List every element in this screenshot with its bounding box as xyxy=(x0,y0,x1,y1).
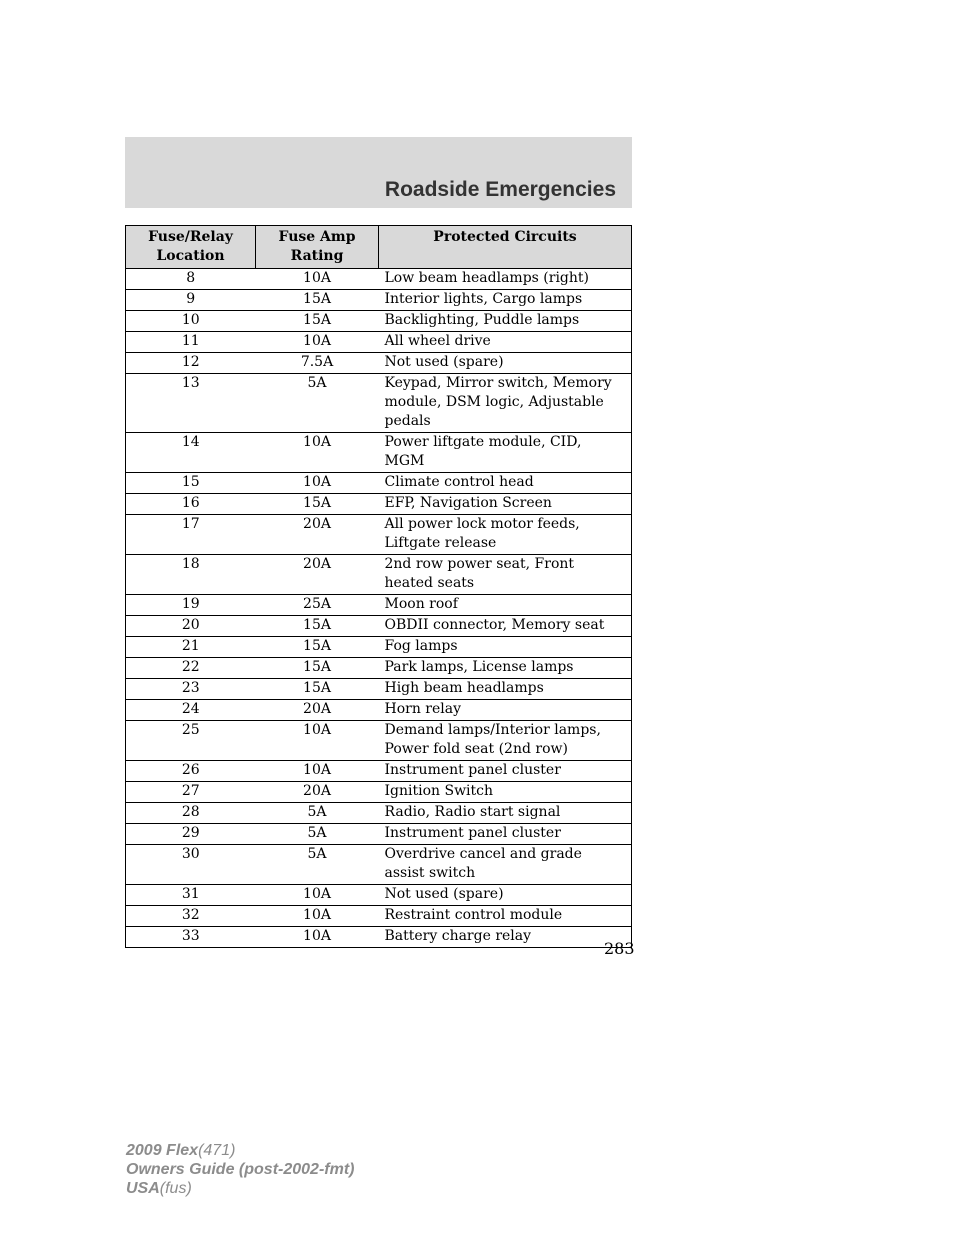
table-row xyxy=(126,885,632,906)
footer-market-code: (fus) xyxy=(159,1180,192,1197)
table-row xyxy=(126,555,632,595)
cell-location: 30 xyxy=(126,845,256,885)
cell-protected-circuits: Fog lamps xyxy=(379,637,632,658)
cell-amp-rating: 15A xyxy=(256,616,379,637)
cell-protected-circuits: Not used (spare) xyxy=(379,353,632,374)
cell-location: 21 xyxy=(126,637,256,658)
footer-market: USA xyxy=(126,1180,160,1197)
footer-model: 2009 Flex xyxy=(126,1142,199,1159)
cell-protected-circuits: 2nd row power seat, Front heated seats xyxy=(379,555,632,595)
table-row xyxy=(126,803,632,824)
cell-amp-rating: 10A xyxy=(256,906,379,927)
footer-guide: Owners Guide (post-2002-fmt) xyxy=(126,1161,355,1178)
table-row xyxy=(126,290,632,311)
section-title: Roadside Emergencies xyxy=(384,178,616,201)
page-number: 283 xyxy=(604,939,635,958)
cell-protected-circuits: Restraint control module xyxy=(379,906,632,927)
cell-amp-rating: 10A xyxy=(256,885,379,906)
footer-line-3 xyxy=(126,1179,354,1198)
table-row xyxy=(126,515,632,555)
cell-location: 18 xyxy=(126,555,256,595)
cell-location: 8 xyxy=(126,269,256,290)
table-row xyxy=(126,269,632,290)
cell-amp-rating: 10A xyxy=(256,269,379,290)
table-row xyxy=(126,595,632,616)
cell-protected-circuits: OBDII connector, Memory seat xyxy=(379,616,632,637)
table-row xyxy=(126,353,632,374)
cell-amp-rating: 15A xyxy=(256,290,379,311)
cell-location: 32 xyxy=(126,906,256,927)
cell-protected-circuits: Keypad, Mirror switch, Memory module, DSM logic, Adjustable pedals xyxy=(379,374,632,433)
cell-protected-circuits: Power liftgate module, CID, MGM xyxy=(379,433,632,473)
cell-location: 15 xyxy=(126,473,256,494)
cell-amp-rating: 10A xyxy=(256,473,379,494)
table-row xyxy=(126,679,632,700)
table-row xyxy=(126,906,632,927)
cell-protected-circuits: High beam headlamps xyxy=(379,679,632,700)
cell-protected-circuits: Park lamps, License lamps xyxy=(379,658,632,679)
footer-model-code: (471) xyxy=(198,1142,236,1159)
cell-location: 11 xyxy=(126,332,256,353)
cell-location: 28 xyxy=(126,803,256,824)
cell-amp-rating: 15A xyxy=(256,658,379,679)
cell-location: 24 xyxy=(126,700,256,721)
cell-amp-rating: 5A xyxy=(256,845,379,885)
footer-line-2 xyxy=(126,1160,354,1179)
table-row xyxy=(126,824,632,845)
cell-protected-circuits: Instrument panel cluster xyxy=(379,761,632,782)
cell-amp-rating: 20A xyxy=(256,782,379,803)
cell-location: 10 xyxy=(126,311,256,332)
cell-amp-rating: 10A xyxy=(256,332,379,353)
column-header-protected-circuits: Protected Circuits xyxy=(379,226,632,269)
cell-amp-rating: 10A xyxy=(256,721,379,761)
cell-protected-circuits: Climate control head xyxy=(379,473,632,494)
cell-location: 16 xyxy=(126,494,256,515)
footer-line-1 xyxy=(126,1141,354,1160)
cell-location: 14 xyxy=(126,433,256,473)
cell-location: 12 xyxy=(126,353,256,374)
table-row xyxy=(126,433,632,473)
cell-amp-rating: 15A xyxy=(256,494,379,515)
table-row xyxy=(126,658,632,679)
cell-location: 17 xyxy=(126,515,256,555)
cell-location: 26 xyxy=(126,761,256,782)
cell-protected-circuits: All power lock motor feeds, Liftgate release xyxy=(379,515,632,555)
cell-protected-circuits: All wheel drive xyxy=(379,332,632,353)
fuse-table xyxy=(125,225,632,948)
column-header-location: Fuse/Relay Location xyxy=(126,226,256,269)
cell-amp-rating: 5A xyxy=(256,803,379,824)
table-row xyxy=(126,616,632,637)
cell-amp-rating: 15A xyxy=(256,311,379,332)
table-row xyxy=(126,721,632,761)
table-row xyxy=(126,494,632,515)
table-row xyxy=(126,473,632,494)
cell-protected-circuits: Radio, Radio start signal xyxy=(379,803,632,824)
cell-amp-rating: 20A xyxy=(256,555,379,595)
cell-protected-circuits: EFP, Navigation Screen xyxy=(379,494,632,515)
cell-protected-circuits: Battery charge relay xyxy=(379,927,632,948)
cell-protected-circuits: Low beam headlamps (right) xyxy=(379,269,632,290)
cell-amp-rating: 5A xyxy=(256,824,379,845)
cell-location: 25 xyxy=(126,721,256,761)
table-row xyxy=(126,761,632,782)
cell-amp-rating: 10A xyxy=(256,433,379,473)
cell-protected-circuits: Backlighting, Puddle lamps xyxy=(379,311,632,332)
table-row xyxy=(126,700,632,721)
cell-amp-rating: 5A xyxy=(256,374,379,433)
cell-protected-circuits: Interior lights, Cargo lamps xyxy=(379,290,632,311)
table-row xyxy=(126,845,632,885)
cell-location: 31 xyxy=(126,885,256,906)
cell-protected-circuits: Not used (spare) xyxy=(379,885,632,906)
cell-amp-rating: 7.5A xyxy=(256,353,379,374)
cell-amp-rating: 10A xyxy=(256,761,379,782)
cell-location: 33 xyxy=(126,927,256,948)
cell-protected-circuits: Moon roof xyxy=(379,595,632,616)
cell-location: 19 xyxy=(126,595,256,616)
cell-location: 23 xyxy=(126,679,256,700)
cell-protected-circuits: Demand lamps/Interior lamps, Power fold seat (2nd row) xyxy=(379,721,632,761)
table-row xyxy=(126,311,632,332)
cell-location: 27 xyxy=(126,782,256,803)
cell-location: 13 xyxy=(126,374,256,433)
table-row xyxy=(126,927,632,948)
cell-amp-rating: 20A xyxy=(256,515,379,555)
cell-protected-circuits: Instrument panel cluster xyxy=(379,824,632,845)
cell-protected-circuits: Horn relay xyxy=(379,700,632,721)
footer xyxy=(126,1141,354,1198)
cell-location: 9 xyxy=(126,290,256,311)
table-row xyxy=(126,637,632,658)
cell-location: 20 xyxy=(126,616,256,637)
cell-amp-rating: 20A xyxy=(256,700,379,721)
table-row xyxy=(126,332,632,353)
cell-amp-rating: 15A xyxy=(256,637,379,658)
cell-protected-circuits: Ignition Switch xyxy=(379,782,632,803)
table-row xyxy=(126,374,632,433)
table-row xyxy=(126,782,632,803)
table-header-row xyxy=(126,226,632,269)
cell-amp-rating: 25A xyxy=(256,595,379,616)
cell-amp-rating: 15A xyxy=(256,679,379,700)
cell-location: 29 xyxy=(126,824,256,845)
column-header-amp-rating: Fuse Amp Rating xyxy=(256,226,379,269)
cell-location: 22 xyxy=(126,658,256,679)
cell-protected-circuits: Overdrive cancel and grade assist switch xyxy=(379,845,632,885)
header-band xyxy=(125,137,632,208)
cell-amp-rating: 10A xyxy=(256,927,379,948)
table-body xyxy=(126,269,632,948)
